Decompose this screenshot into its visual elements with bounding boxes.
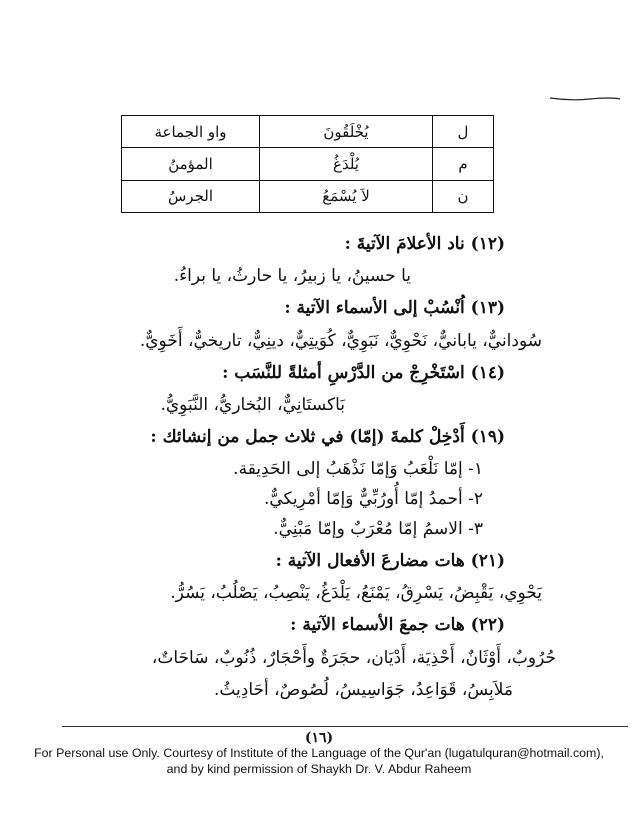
exercise-line: يا حسينُ، يا زبيرُ، يا حارثُ، يا براءُ. (173, 266, 411, 286)
footer-line: For Personal use Only. Courtesy of Institute of the Language of the Qur'an (lugatulquran@hotmail.com), (34, 746, 604, 760)
table-cell: الجرسُ (122, 180, 260, 212)
vocabulary-table (121, 115, 494, 213)
exercise-line: بَاكستَانِيٌّ، البُخاريُّ، النَّبَوِيُّ. (160, 395, 345, 415)
table-cell: يُخْلَقُونَ (260, 116, 433, 148)
footer-line: and by kind permission of Shaykh Dr. V. Abdur Raheem (166, 762, 472, 776)
table-cell: لاَ يُسْمَعُ (260, 180, 433, 212)
table-cell: واو الجماعة (122, 116, 260, 148)
exercise-heading: (١٢) ناد الأعلامَ الآتيةَ : (344, 234, 505, 254)
exercise-line: ٢- أحمدُ إمّا أُورُبِّيٌّ وَإمّا أمْرِيكيٌّ. (263, 489, 483, 509)
table-cell: ن (433, 180, 494, 212)
exercise-line: سُودانيٌّ، يابانيٌّ، نَحْوِيٌّ، نَبَوِيٌّ، كُوَيتِيٌّ، دينِيٌّ، تاريخيٌّ، أَخَوِيٌّ. (139, 331, 542, 351)
exercise-line: يَحْوِي، يَقْبِضُ، يَسْرِقُ، يَمْنَعُ، يَلْدَغُ، يَنْصِبُ، يَصْلُبُ، يَسُرُّ. (170, 583, 542, 603)
exercise-heading: (٢٢) هات جمعَ الأسماء الآتية : (290, 615, 505, 635)
table-row (122, 116, 494, 148)
exercise-heading: (١٩) أَدْخِلْ كلمةَ (إمّا) في ثلاث جمل من إنشائك : (150, 427, 505, 447)
exercise-line: ١- إمّا نَلْعَبُ وَإمّا نَذْهَبُ إلى الحَدِيقة. (233, 459, 483, 479)
exercise-heading: (١٣) اُنْسُبْ إلى الأسماء الآتية : (284, 298, 505, 318)
table-cell: ل (433, 116, 494, 148)
pen-stroke-mark (550, 96, 620, 102)
footer-note (30, 745, 608, 777)
table-row (122, 180, 494, 212)
exercise-line: ٣- الاسمُ إمّا مُعْرَبٌ وإمّا مَبْنِيٌّ. (273, 519, 483, 539)
table-cell: م (433, 148, 494, 180)
table-cell: المؤمنُ (122, 148, 260, 180)
table-row (122, 148, 494, 180)
table-cell: يُلْدَغُ (260, 148, 433, 180)
footer-divider (62, 726, 628, 727)
exercise-line: مَلاَبِسُ، قَوَاعِدُ، جَوَاسِيسُ، لُصُوصٌ، أحَادِيثُ. (213, 680, 513, 700)
page-number: (١٦) (304, 730, 334, 746)
exercise-heading: (٢١) هات مضارعَ الأفعال الآتية : (275, 551, 505, 571)
exercise-heading: (١٤) اسْتَخْرِجْ من الدَّرْسِ أمثلةً للنَّسَب : (222, 363, 505, 383)
exercise-line: حُرُوبٌ، أَوْثَانٌ، أَحْذِيَة، أَدْيَان، حجَرَةٌ وأَحْجَارٌ، ذُنُوبٌ، سَاحَاتٌ، (151, 648, 556, 668)
